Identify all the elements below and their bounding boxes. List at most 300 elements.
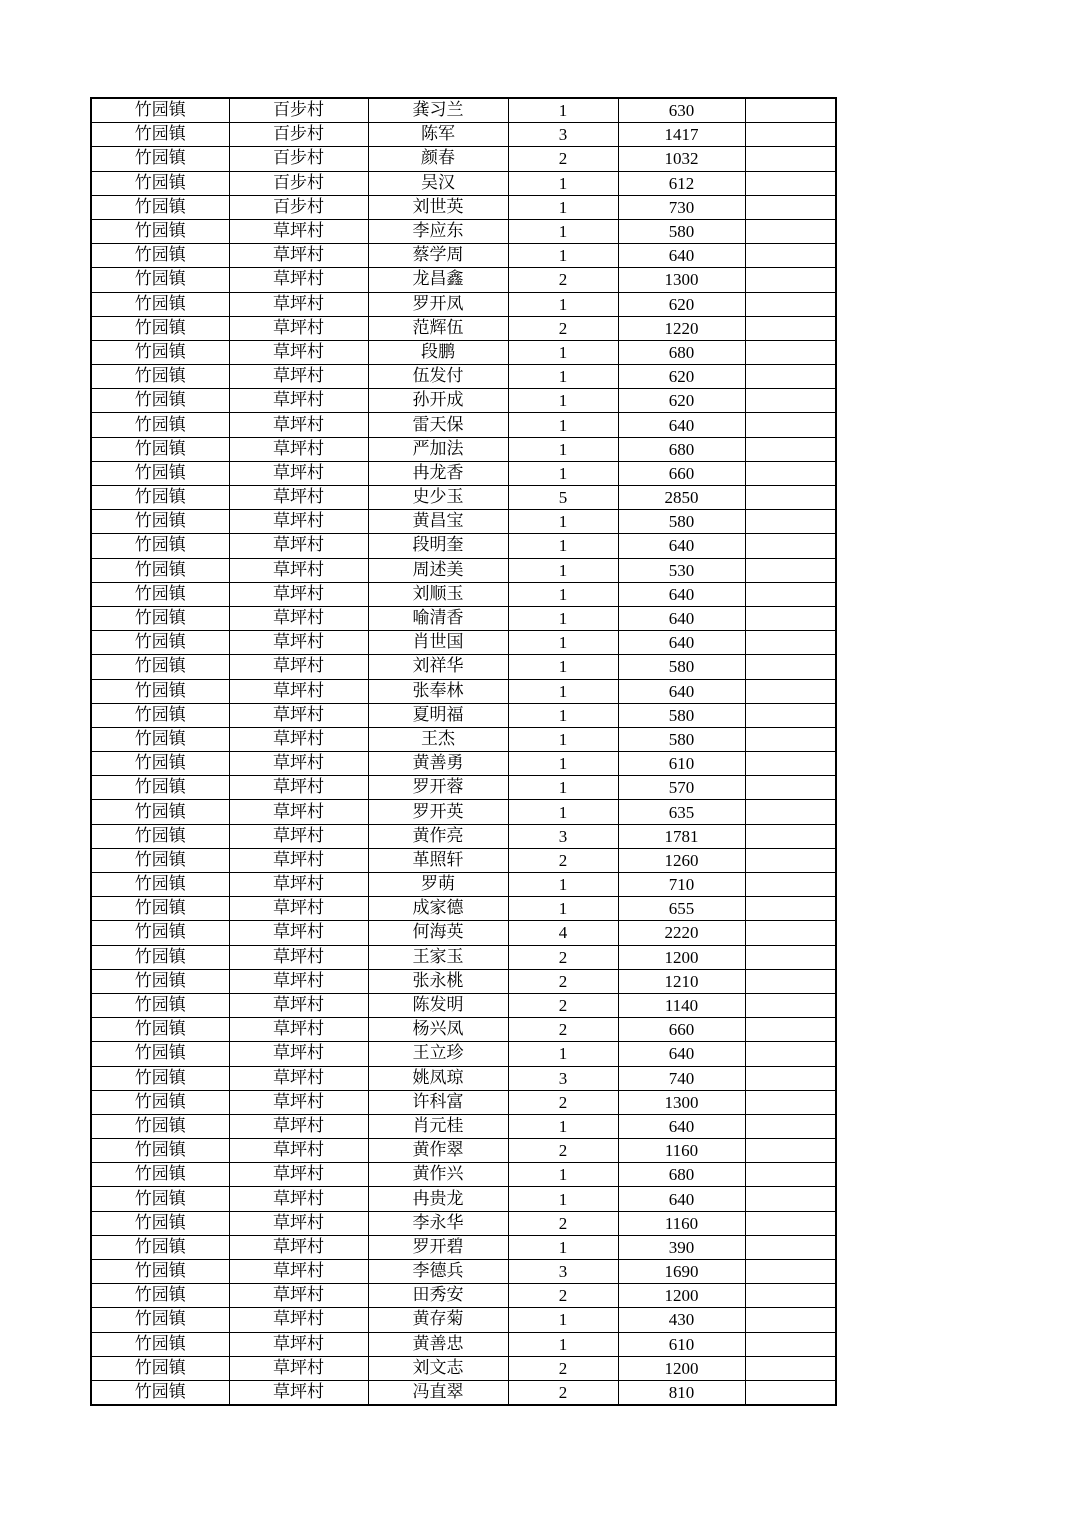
table-row xyxy=(91,1380,836,1405)
note-cell xyxy=(745,800,836,824)
note-cell xyxy=(745,606,836,630)
village-cell: 草坪村 xyxy=(229,873,368,897)
note-cell xyxy=(745,123,836,147)
village-cell: 草坪村 xyxy=(229,219,368,243)
town-cell: 竹园镇 xyxy=(91,268,229,292)
table-row xyxy=(91,1284,836,1308)
name-cell: 蔡学周 xyxy=(368,244,508,268)
amount-cell: 640 xyxy=(618,1042,745,1066)
village-cell: 草坪村 xyxy=(229,582,368,606)
table-row xyxy=(91,268,836,292)
town-cell: 竹园镇 xyxy=(91,921,229,945)
town-cell: 竹园镇 xyxy=(91,1211,229,1235)
village-cell: 草坪村 xyxy=(229,679,368,703)
town-cell: 竹园镇 xyxy=(91,945,229,969)
amount-cell: 655 xyxy=(618,897,745,921)
amount-cell: 1160 xyxy=(618,1211,745,1235)
town-cell: 竹园镇 xyxy=(91,292,229,316)
name-cell: 黄善勇 xyxy=(368,752,508,776)
count-cell: 2 xyxy=(508,316,618,340)
village-cell: 草坪村 xyxy=(229,437,368,461)
name-cell: 周述美 xyxy=(368,558,508,582)
name-cell: 段明奎 xyxy=(368,534,508,558)
town-cell: 竹园镇 xyxy=(91,1187,229,1211)
town-cell: 竹园镇 xyxy=(91,244,229,268)
amount-cell: 640 xyxy=(618,582,745,606)
village-cell: 草坪村 xyxy=(229,461,368,485)
table-row xyxy=(91,413,836,437)
name-cell: 张永桃 xyxy=(368,969,508,993)
town-cell: 竹园镇 xyxy=(91,461,229,485)
amount-cell: 610 xyxy=(618,1332,745,1356)
count-cell: 2 xyxy=(508,969,618,993)
note-cell xyxy=(745,969,836,993)
amount-cell: 680 xyxy=(618,340,745,364)
town-cell: 竹园镇 xyxy=(91,389,229,413)
count-cell: 2 xyxy=(508,1356,618,1380)
amount-cell: 612 xyxy=(618,171,745,195)
town-cell: 竹园镇 xyxy=(91,316,229,340)
name-cell: 孙开成 xyxy=(368,389,508,413)
amount-cell: 630 xyxy=(618,98,745,123)
name-cell: 严加法 xyxy=(368,437,508,461)
town-cell: 竹园镇 xyxy=(91,98,229,123)
count-cell: 2 xyxy=(508,1211,618,1235)
count-cell: 1 xyxy=(508,219,618,243)
note-cell xyxy=(745,268,836,292)
town-cell: 竹园镇 xyxy=(91,969,229,993)
table-row xyxy=(91,486,836,510)
village-cell: 草坪村 xyxy=(229,1356,368,1380)
count-cell: 1 xyxy=(508,679,618,703)
town-cell: 竹园镇 xyxy=(91,219,229,243)
note-cell xyxy=(745,631,836,655)
town-cell: 竹园镇 xyxy=(91,873,229,897)
amount-cell: 430 xyxy=(618,1308,745,1332)
table-row xyxy=(91,606,836,630)
table-row xyxy=(91,1139,836,1163)
name-cell: 冉贵龙 xyxy=(368,1187,508,1211)
count-cell: 1 xyxy=(508,437,618,461)
note-cell xyxy=(745,558,836,582)
amount-cell: 740 xyxy=(618,1066,745,1090)
amount-cell: 635 xyxy=(618,800,745,824)
note-cell xyxy=(745,437,836,461)
amount-cell: 1260 xyxy=(618,848,745,872)
amount-cell: 1781 xyxy=(618,824,745,848)
count-cell: 1 xyxy=(508,413,618,437)
amount-cell: 1417 xyxy=(618,123,745,147)
village-cell: 草坪村 xyxy=(229,1163,368,1187)
village-cell: 草坪村 xyxy=(229,1139,368,1163)
name-cell: 李德兵 xyxy=(368,1260,508,1284)
town-cell: 竹园镇 xyxy=(91,631,229,655)
village-cell: 草坪村 xyxy=(229,1018,368,1042)
amount-cell: 580 xyxy=(618,219,745,243)
table-row xyxy=(91,1042,836,1066)
name-cell: 颜春 xyxy=(368,147,508,171)
name-cell: 雷天保 xyxy=(368,413,508,437)
note-cell xyxy=(745,1018,836,1042)
village-cell: 草坪村 xyxy=(229,340,368,364)
town-cell: 竹园镇 xyxy=(91,1042,229,1066)
town-cell: 竹园镇 xyxy=(91,413,229,437)
amount-cell: 620 xyxy=(618,365,745,389)
name-cell: 罗开凤 xyxy=(368,292,508,316)
amount-cell: 620 xyxy=(618,292,745,316)
town-cell: 竹园镇 xyxy=(91,800,229,824)
town-cell: 竹园镇 xyxy=(91,703,229,727)
town-cell: 竹园镇 xyxy=(91,123,229,147)
note-cell xyxy=(745,945,836,969)
table-row xyxy=(91,1235,836,1259)
village-cell: 草坪村 xyxy=(229,945,368,969)
name-cell: 张奉林 xyxy=(368,679,508,703)
note-cell xyxy=(745,340,836,364)
town-cell: 竹园镇 xyxy=(91,1139,229,1163)
count-cell: 4 xyxy=(508,921,618,945)
table-row xyxy=(91,824,836,848)
name-cell: 姚凤琼 xyxy=(368,1066,508,1090)
note-cell xyxy=(745,582,836,606)
village-cell: 草坪村 xyxy=(229,1090,368,1114)
village-cell: 草坪村 xyxy=(229,897,368,921)
town-cell: 竹园镇 xyxy=(91,1163,229,1187)
note-cell xyxy=(745,921,836,945)
amount-cell: 660 xyxy=(618,461,745,485)
amount-cell: 640 xyxy=(618,534,745,558)
name-cell: 罗开碧 xyxy=(368,1235,508,1259)
table-row xyxy=(91,1018,836,1042)
note-cell xyxy=(745,824,836,848)
village-cell: 草坪村 xyxy=(229,268,368,292)
table-row xyxy=(91,195,836,219)
table-row xyxy=(91,123,836,147)
village-cell: 草坪村 xyxy=(229,1380,368,1405)
name-cell: 刘顺玉 xyxy=(368,582,508,606)
amount-cell: 1032 xyxy=(618,147,745,171)
table-row xyxy=(91,655,836,679)
village-cell: 草坪村 xyxy=(229,1066,368,1090)
amount-cell: 730 xyxy=(618,195,745,219)
note-cell xyxy=(745,1114,836,1138)
note-cell xyxy=(745,1187,836,1211)
count-cell: 1 xyxy=(508,510,618,534)
note-cell xyxy=(745,147,836,171)
town-cell: 竹园镇 xyxy=(91,1380,229,1405)
count-cell: 2 xyxy=(508,268,618,292)
table-row xyxy=(91,800,836,824)
note-cell xyxy=(745,244,836,268)
name-cell: 成家德 xyxy=(368,897,508,921)
village-cell: 草坪村 xyxy=(229,1260,368,1284)
amount-cell: 1210 xyxy=(618,969,745,993)
amount-cell: 1200 xyxy=(618,1356,745,1380)
town-cell: 竹园镇 xyxy=(91,1018,229,1042)
table-row xyxy=(91,679,836,703)
table-row xyxy=(91,752,836,776)
table-row xyxy=(91,993,836,1017)
village-cell: 草坪村 xyxy=(229,1284,368,1308)
village-cell: 百步村 xyxy=(229,98,368,123)
amount-cell: 1690 xyxy=(618,1260,745,1284)
note-cell xyxy=(745,727,836,751)
note-cell xyxy=(745,195,836,219)
table-row xyxy=(91,921,836,945)
amount-cell: 1200 xyxy=(618,945,745,969)
village-cell: 草坪村 xyxy=(229,703,368,727)
name-cell: 李永华 xyxy=(368,1211,508,1235)
note-cell xyxy=(745,1211,836,1235)
table-row xyxy=(91,848,836,872)
village-cell: 草坪村 xyxy=(229,1042,368,1066)
note-cell xyxy=(745,171,836,195)
table-row xyxy=(91,1211,836,1235)
count-cell: 1 xyxy=(508,461,618,485)
town-cell: 竹园镇 xyxy=(91,1308,229,1332)
count-cell: 1 xyxy=(508,389,618,413)
amount-cell: 580 xyxy=(618,655,745,679)
table-row xyxy=(91,292,836,316)
note-cell xyxy=(745,365,836,389)
town-cell: 竹园镇 xyxy=(91,147,229,171)
name-cell: 刘世英 xyxy=(368,195,508,219)
count-cell: 1 xyxy=(508,1235,618,1259)
village-cell: 百步村 xyxy=(229,147,368,171)
town-cell: 竹园镇 xyxy=(91,993,229,1017)
village-cell: 草坪村 xyxy=(229,1235,368,1259)
table-row xyxy=(91,1308,836,1332)
name-cell: 许科富 xyxy=(368,1090,508,1114)
amount-cell: 1220 xyxy=(618,316,745,340)
name-cell: 龚习兰 xyxy=(368,98,508,123)
count-cell: 1 xyxy=(508,800,618,824)
name-cell: 陈军 xyxy=(368,123,508,147)
table-row xyxy=(91,534,836,558)
table-row xyxy=(91,1260,836,1284)
count-cell: 1 xyxy=(508,1163,618,1187)
note-cell xyxy=(745,1066,836,1090)
table-row xyxy=(91,558,836,582)
name-cell: 何海英 xyxy=(368,921,508,945)
note-cell xyxy=(745,776,836,800)
name-cell: 史少玉 xyxy=(368,486,508,510)
village-cell: 草坪村 xyxy=(229,1308,368,1332)
count-cell: 1 xyxy=(508,655,618,679)
note-cell xyxy=(745,1332,836,1356)
village-cell: 草坪村 xyxy=(229,655,368,679)
town-cell: 竹园镇 xyxy=(91,558,229,582)
note-cell xyxy=(745,1235,836,1259)
village-cell: 百步村 xyxy=(229,195,368,219)
name-cell: 王杰 xyxy=(368,727,508,751)
name-cell: 冯直翠 xyxy=(368,1380,508,1405)
village-cell: 百步村 xyxy=(229,123,368,147)
town-cell: 竹园镇 xyxy=(91,1260,229,1284)
town-cell: 竹园镇 xyxy=(91,365,229,389)
count-cell: 3 xyxy=(508,824,618,848)
amount-cell: 530 xyxy=(618,558,745,582)
town-cell: 竹园镇 xyxy=(91,195,229,219)
count-cell: 2 xyxy=(508,147,618,171)
count-cell: 1 xyxy=(508,752,618,776)
amount-cell: 810 xyxy=(618,1380,745,1405)
note-cell xyxy=(745,897,836,921)
village-cell: 草坪村 xyxy=(229,316,368,340)
amount-cell: 2850 xyxy=(618,486,745,510)
note-cell xyxy=(745,486,836,510)
village-cell: 草坪村 xyxy=(229,510,368,534)
name-cell: 黄作翠 xyxy=(368,1139,508,1163)
table-body xyxy=(91,98,836,1405)
village-cell: 草坪村 xyxy=(229,776,368,800)
town-cell: 竹园镇 xyxy=(91,727,229,751)
table-row xyxy=(91,897,836,921)
note-cell xyxy=(745,752,836,776)
count-cell: 1 xyxy=(508,631,618,655)
note-cell xyxy=(745,413,836,437)
count-cell: 2 xyxy=(508,1284,618,1308)
town-cell: 竹园镇 xyxy=(91,776,229,800)
name-cell: 吴汉 xyxy=(368,171,508,195)
town-cell: 竹园镇 xyxy=(91,582,229,606)
town-cell: 竹园镇 xyxy=(91,1332,229,1356)
name-cell: 田秀安 xyxy=(368,1284,508,1308)
village-cell: 草坪村 xyxy=(229,413,368,437)
count-cell: 1 xyxy=(508,1308,618,1332)
amount-cell: 580 xyxy=(618,510,745,534)
count-cell: 1 xyxy=(508,292,618,316)
town-cell: 竹园镇 xyxy=(91,1114,229,1138)
village-cell: 草坪村 xyxy=(229,848,368,872)
count-cell: 2 xyxy=(508,1139,618,1163)
count-cell: 1 xyxy=(508,340,618,364)
count-cell: 3 xyxy=(508,123,618,147)
village-cell: 草坪村 xyxy=(229,824,368,848)
village-cell: 草坪村 xyxy=(229,292,368,316)
amount-cell: 640 xyxy=(618,606,745,630)
count-cell: 1 xyxy=(508,195,618,219)
count-cell: 1 xyxy=(508,365,618,389)
name-cell: 李应东 xyxy=(368,219,508,243)
amount-cell: 640 xyxy=(618,1187,745,1211)
village-cell: 百步村 xyxy=(229,171,368,195)
note-cell xyxy=(745,655,836,679)
amount-cell: 640 xyxy=(618,631,745,655)
table-row xyxy=(91,1066,836,1090)
amount-cell: 570 xyxy=(618,776,745,800)
table-row xyxy=(91,873,836,897)
name-cell: 罗开蓉 xyxy=(368,776,508,800)
count-cell: 1 xyxy=(508,897,618,921)
table-row xyxy=(91,147,836,171)
name-cell: 喻清香 xyxy=(368,606,508,630)
town-cell: 竹园镇 xyxy=(91,752,229,776)
note-cell xyxy=(745,1380,836,1405)
village-cell: 草坪村 xyxy=(229,631,368,655)
count-cell: 1 xyxy=(508,558,618,582)
table-row xyxy=(91,1332,836,1356)
table-row xyxy=(91,244,836,268)
name-cell: 冉龙香 xyxy=(368,461,508,485)
table-row xyxy=(91,510,836,534)
name-cell: 罗开英 xyxy=(368,800,508,824)
name-cell: 黄善忠 xyxy=(368,1332,508,1356)
note-cell xyxy=(745,461,836,485)
name-cell: 黄作亮 xyxy=(368,824,508,848)
amount-cell: 680 xyxy=(618,1163,745,1187)
count-cell: 3 xyxy=(508,1066,618,1090)
village-cell: 草坪村 xyxy=(229,800,368,824)
table-row xyxy=(91,1163,836,1187)
table-row xyxy=(91,703,836,727)
amount-cell: 580 xyxy=(618,703,745,727)
village-cell: 草坪村 xyxy=(229,606,368,630)
amount-cell: 640 xyxy=(618,679,745,703)
town-cell: 竹园镇 xyxy=(91,679,229,703)
count-cell: 3 xyxy=(508,1260,618,1284)
count-cell: 2 xyxy=(508,1090,618,1114)
note-cell xyxy=(745,534,836,558)
table-row xyxy=(91,1114,836,1138)
village-cell: 草坪村 xyxy=(229,365,368,389)
table-row xyxy=(91,340,836,364)
town-cell: 竹园镇 xyxy=(91,606,229,630)
count-cell: 1 xyxy=(508,534,618,558)
amount-cell: 1140 xyxy=(618,993,745,1017)
table-row xyxy=(91,365,836,389)
table-row xyxy=(91,171,836,195)
name-cell: 肖世国 xyxy=(368,631,508,655)
count-cell: 1 xyxy=(508,727,618,751)
table-row xyxy=(91,389,836,413)
table-row xyxy=(91,727,836,751)
note-cell xyxy=(745,703,836,727)
town-cell: 竹园镇 xyxy=(91,534,229,558)
name-cell: 黄作兴 xyxy=(368,1163,508,1187)
table-row xyxy=(91,98,836,123)
town-cell: 竹园镇 xyxy=(91,171,229,195)
note-cell xyxy=(745,292,836,316)
note-cell xyxy=(745,510,836,534)
village-cell: 草坪村 xyxy=(229,921,368,945)
table-row xyxy=(91,461,836,485)
table-row xyxy=(91,969,836,993)
note-cell xyxy=(745,389,836,413)
name-cell: 杨兴凤 xyxy=(368,1018,508,1042)
town-cell: 竹园镇 xyxy=(91,1235,229,1259)
count-cell: 2 xyxy=(508,993,618,1017)
count-cell: 2 xyxy=(508,945,618,969)
count-cell: 2 xyxy=(508,1380,618,1405)
table-row xyxy=(91,437,836,461)
amount-cell: 1160 xyxy=(618,1139,745,1163)
data-table xyxy=(90,97,837,1406)
amount-cell: 640 xyxy=(618,1114,745,1138)
note-cell xyxy=(745,316,836,340)
village-cell: 草坪村 xyxy=(229,993,368,1017)
note-cell xyxy=(745,219,836,243)
village-cell: 草坪村 xyxy=(229,752,368,776)
name-cell: 伍发付 xyxy=(368,365,508,389)
note-cell xyxy=(745,873,836,897)
table-row xyxy=(91,582,836,606)
amount-cell: 710 xyxy=(618,873,745,897)
name-cell: 黄昌宝 xyxy=(368,510,508,534)
amount-cell: 1300 xyxy=(618,1090,745,1114)
town-cell: 竹园镇 xyxy=(91,655,229,679)
note-cell xyxy=(745,1090,836,1114)
